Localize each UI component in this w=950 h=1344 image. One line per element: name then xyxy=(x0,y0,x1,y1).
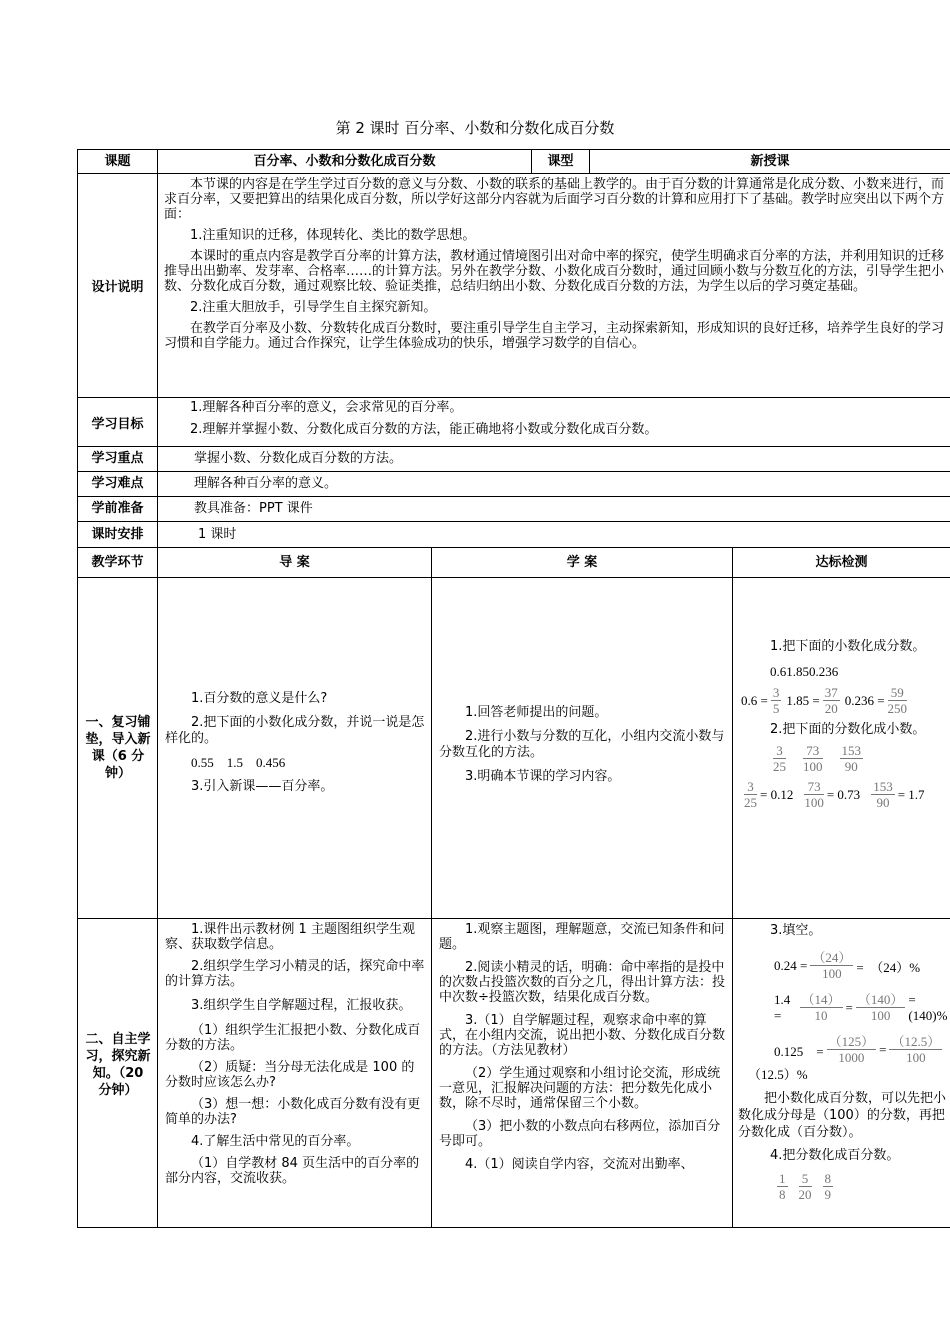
section-1-guide xyxy=(165,691,427,811)
design-label: 设计说明 xyxy=(91,280,144,295)
s1-guide-line-1: 1.百分数的意义是什么? xyxy=(191,691,328,706)
s2-check-line-1: 3.填空。 xyxy=(770,923,822,938)
frac-1-8: $\frac{1}{8}$ xyxy=(779,1171,786,1202)
design-notes xyxy=(164,177,950,395)
section-2-check xyxy=(738,922,950,1227)
s1-guide-line-3: 0.55 1.5 0.456 xyxy=(191,755,286,770)
frac-12-5-100: $\frac{(12.5)}{100}$ xyxy=(891,1034,941,1065)
header-type-value: 新授课 xyxy=(750,154,790,169)
s2-guide-line-5: （2）质疑：当分母无法化成是 100 的分数时应该怎么办? xyxy=(165,1060,415,1090)
header-topic-value: 百分率、小数和分数化成百分数 xyxy=(253,154,436,169)
frac-140-100: $\frac{(140)}{100}$ xyxy=(857,992,904,1023)
schedule-text: 1 课时 xyxy=(198,527,237,542)
goal-1: 1.理解各种百分率的意义，会求常见的百分率。 xyxy=(190,400,463,415)
eq-1-85: 1.85 = xyxy=(786,693,820,708)
header-label-topic: 课题 xyxy=(104,154,131,169)
answer-24-percent: = （24）% xyxy=(856,959,921,975)
s2-guide-line-2: 2.组织学生学习小精灵的话，探究命中率的计算方法。 xyxy=(165,959,425,989)
design-paragraph-2: 1.注重知识的迁移，体现转化、类比的数学思想。 xyxy=(190,228,476,243)
answer-140-percent: = (140)% xyxy=(908,992,948,1023)
document-title: 第 2 课时 百分率、小数和分数化成百分数 xyxy=(335,119,615,137)
difficulty-text: 理解各种百分率的意义。 xyxy=(194,476,338,491)
s1-check-fractions xyxy=(770,743,950,775)
s2-guide-line-1: 1.课件出示教材例 1 主题图组织学生观察、获取数学信息。 xyxy=(165,922,415,952)
eq-0-236: 0.236 = xyxy=(844,693,885,708)
s2-study-line-1: 1.观察主题图，理解题意，交流已知条件和问题。 xyxy=(439,922,725,952)
eq-0-125: 0.125 = xyxy=(774,1043,824,1059)
s1-study-line-1: 1.回答老师提出的问题。 xyxy=(465,705,608,720)
col-header-stage: 教学环节 xyxy=(91,555,144,570)
s2-guide-line-3: 3.组织学生自学解题过程，汇报收获。 xyxy=(191,998,412,1013)
s2-fill-1-4 xyxy=(774,992,950,1024)
s1-guide-line-4: 3.引入新课——百分率。 xyxy=(191,779,334,794)
frac-37-20: $\frac{37}{20}$ xyxy=(824,685,838,716)
eq-0-24: 0.24 = xyxy=(774,958,808,973)
s1-check-fraction-answers xyxy=(741,779,950,811)
s2-study-line-6: 4.（1）阅读自学内容，交流对出勤率、 xyxy=(465,1157,694,1172)
frac-3-5: $\frac{3}{5}$ xyxy=(772,685,780,716)
s2-guide-line-6: （3）想一想：小数化成百分数有没有更简单的办法? xyxy=(165,1097,421,1127)
s2-fill-0-24 xyxy=(774,950,950,982)
s2-study-line-4: （2）学生通过观察和小组讨论交流，形成统一意见，汇报解决问题的方法：把分数先化成小数，除不尽时，通常保留三个小数。 xyxy=(439,1066,721,1111)
col-header-study: 学 案 xyxy=(566,555,598,570)
s1-check-line-1: 1.把下面的小数化成分数。 xyxy=(770,639,926,654)
goal-2: 2.理解并掌握小数、分数化成百分数的方法，能正确地将小数或分数化成百分数。 xyxy=(190,422,658,437)
s2-study-line-3: 3.（1）自学解题过程，观察求命中率的算式，在小组内交流，说出把小数、分数化成百分数的方法。（方法见教材） xyxy=(439,1013,726,1058)
frac-73-100: $\frac{73}{100}$ xyxy=(803,743,823,774)
frac-24-100: $\frac{(24)}{100}$ xyxy=(812,950,852,981)
section-2-guide xyxy=(165,922,427,1227)
design-paragraph-3: 本课时的重点内容是教学百分率的计算方法，教材通过情境图引出对命中率的探究，使学生明确求百分率的方法，并利用知识的迁移推导出出勤率、发芽率、合格率……的计算方法。另外在教学分数、小数化成百分数时，通过回顾小数与分数互化的方法，引导学生把小数、分数化成百分数，通过观察比较、验证类推，总结归纳出小数、分数化成百分数的方法，为学生以后的学习奠定基础。 xyxy=(164,249,945,294)
eq-0-6: 0.6 = xyxy=(741,693,768,708)
s2-guide-line-4: （1）组织学生汇报把小数、分数化成百分数的方法。 xyxy=(165,1023,421,1053)
s1-guide-line-2: 2.把下面的小数化成分数，并说一说是怎样化的。 xyxy=(165,715,425,746)
design-paragraph-5: 在教学百分率及小数、分数转化成百分数时，要注重引导学生自主学习，主动探索新知，形成知识的良好迁移，培养学生良好的学习习惯和自学能力。通过合作探究，让学生体验成功的快乐，增强学习数学的自信心。 xyxy=(164,321,945,351)
s2-fractions-to-percent xyxy=(774,1171,950,1203)
equals-sign: = xyxy=(845,1000,853,1015)
difficulty-label: 学习难点 xyxy=(91,476,144,491)
s2-study-line-2: 2.阅读小精灵的话，明确：命中率指的是投中的次数占投篮次数的百分之几，得出计算方法：投中次数÷投篮次数，结果化成百分数。 xyxy=(439,960,726,1005)
design-paragraph-4: 2.注重大胆放手，引导学生自主探究新知。 xyxy=(190,300,437,315)
frac-3-25-ans: $\frac{3}{25}$ xyxy=(744,779,757,810)
s2-check-line-2: 把小数化成百分数，可以先把小数化成分母是（100）的分数，再把分数化成（百分数）。 xyxy=(738,1091,947,1140)
section-1-label: 一、复习铺垫，导入新课（6 分钟） xyxy=(85,715,151,781)
answer-0-73: = 0.73 xyxy=(826,787,861,802)
frac-5-20: $\frac{5}{20}$ xyxy=(798,1171,812,1202)
equals-sign-2: = xyxy=(879,1042,887,1057)
section-2-label: 二、自主学习，探究新知。（20 分钟） xyxy=(85,1032,151,1098)
s2-fill-0-125 xyxy=(774,1034,950,1066)
frac-8-9: $\frac{8}{9}$ xyxy=(824,1171,831,1202)
eq-1-4: 1.4 = xyxy=(774,992,791,1023)
schedule-label: 课时安排 xyxy=(91,527,144,542)
frac-73-100-ans: $\frac{73}{100}$ xyxy=(804,779,824,810)
focus-text: 掌握小数、分数化成百分数的方法。 xyxy=(194,451,403,466)
header-label-type: 课型 xyxy=(547,154,574,169)
s1-study-line-2: 2.进行小数与分数的互化，小组内交流小数与分数互化的方法。 xyxy=(439,729,725,760)
frac-14-10: $\frac{(14)}{10}$ xyxy=(801,992,841,1023)
s1-check-line-3: 2.把下面的分数化成小数。 xyxy=(770,722,926,737)
design-paragraph-1: 本节课的内容是在学生学过百分数的意义与分数、小数的联系的基础上教学的。由于百分数的计算通常是化成分数、小数来进行，而求百分率，又要把算出的结果化成百分数，所以学好这部分内容就为后面学习百分数的计算和应用打下了基础。教学时应突出以下两个方面： xyxy=(164,177,945,222)
section-1-study xyxy=(439,705,727,795)
s2-study-line-5: （3）把小数的小数点向右移两位，添加百分号即可。 xyxy=(439,1119,721,1149)
goals-label: 学习目标 xyxy=(91,416,144,432)
goals-content xyxy=(164,400,950,446)
s2-guide-line-8: （1）自学教材 84 页生活中的百分率的部分内容，交流收获。 xyxy=(165,1156,420,1186)
prep-label: 学前准备 xyxy=(91,501,144,516)
section-2-study xyxy=(439,922,727,1227)
frac-3-25: $\frac{3}{25}$ xyxy=(773,743,786,774)
focus-label: 学习重点 xyxy=(91,451,144,466)
frac-59-250: $\frac{59}{250}$ xyxy=(887,685,908,716)
s1-check-decimals-to-fractions xyxy=(741,685,950,717)
answer-0-12: = 0.12 xyxy=(760,787,794,802)
s2-check-line-3: 4.把分数化成百分数。 xyxy=(770,1148,900,1163)
section-1-check xyxy=(738,638,950,858)
col-header-check: 达标检测 xyxy=(815,555,868,570)
col-header-guide: 导 案 xyxy=(279,555,310,570)
frac-153-90-ans: $\frac{153}{90}$ xyxy=(873,779,893,810)
s1-study-line-3: 3.明确本节课的学习内容。 xyxy=(465,769,621,784)
s2-guide-line-7: 4.了解生活中常见的百分率。 xyxy=(191,1134,360,1149)
s1-check-line-2: 0.61.850.236 xyxy=(770,664,839,679)
prep-text: 教具准备：PPT 课件 xyxy=(194,501,313,516)
frac-153-90: $\frac{153}{90}$ xyxy=(841,743,861,774)
frac-125-1000: $\frac{(125)}{1000}$ xyxy=(828,1034,875,1065)
answer-12-5-percent: （12.5）% xyxy=(748,1067,808,1082)
answer-1-7: = 1.7 xyxy=(897,787,925,802)
